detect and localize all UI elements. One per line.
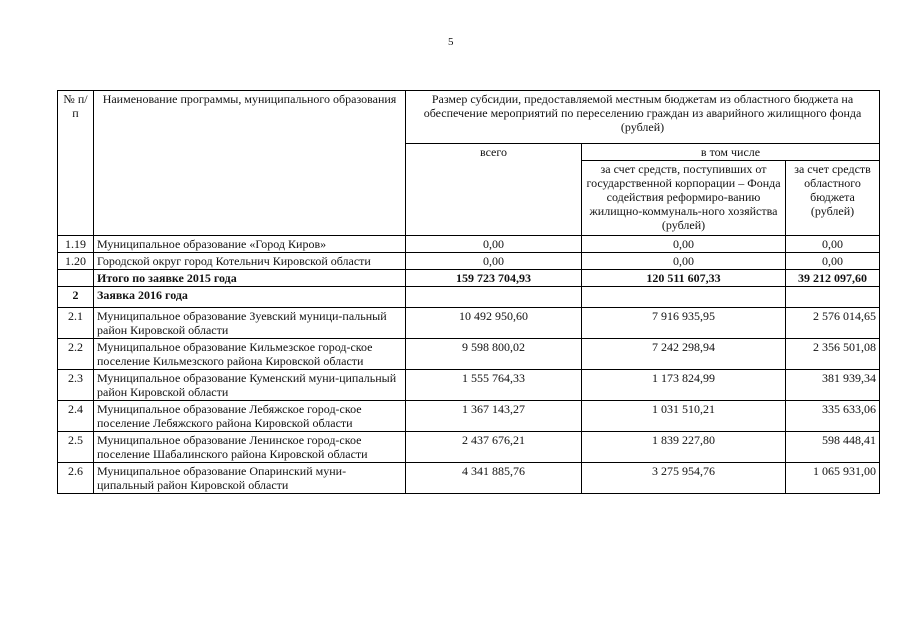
header-regional: за счет средств областного бюджета (рублей) [786, 161, 880, 236]
header-num: № п/п [58, 91, 94, 236]
row-num: 2.3 [58, 370, 94, 401]
table-row [58, 339, 880, 370]
row-total: 4 341 885,76 [406, 463, 582, 494]
header-name: Наименование программы, муниципального образования [94, 91, 406, 236]
row-num: 2.1 [58, 308, 94, 339]
row-fund: 7 916 935,95 [582, 308, 786, 339]
row-name: Муниципальное образование Зуевский муници-пальный район Кировской области [94, 308, 406, 339]
header-total: всего [406, 144, 582, 236]
header-including: в том числе [582, 144, 880, 161]
row-fund: 1 031 510,21 [582, 401, 786, 432]
table-row [58, 432, 880, 463]
row-total: 0,00 [406, 253, 582, 270]
row-name: Муниципальное образование Ленинское город-ское поселение Шабалинского района Кировской области [94, 432, 406, 463]
row-regional: 598 448,41 [786, 432, 880, 463]
section-empty-cell [786, 287, 880, 308]
page-number: 5 [448, 36, 454, 48]
section-row [58, 287, 880, 308]
header-fund: за счет средств, поступивших от государственной корпорации – Фонда содействия реформиро-ванию жилищно-коммуналь-ного хозяйства (рублей) [582, 161, 786, 236]
row-num: 1.20 [58, 253, 94, 270]
row-num: 2.6 [58, 463, 94, 494]
row-num: 2.5 [58, 432, 94, 463]
header-size: Размер субсидии, предоставляемой местным бюджетам из областного бюджета на обеспечение мероприятий по переселению граждан из аварийного жилищного фонда (рублей) [406, 91, 880, 144]
section-empty-cell [582, 287, 786, 308]
table-row [58, 370, 880, 401]
row-regional: 335 633,06 [786, 401, 880, 432]
row-total: 2 437 676,21 [406, 432, 582, 463]
row-total: 9 598 800,02 [406, 339, 582, 370]
table-row [58, 401, 880, 432]
total-fund: 120 511 607,33 [582, 270, 786, 287]
row-num: 2.4 [58, 401, 94, 432]
row-regional: 2 356 501,08 [786, 339, 880, 370]
section-num: 2 [58, 287, 94, 308]
header-row-1 [58, 91, 880, 144]
row-regional: 381 939,34 [786, 370, 880, 401]
total-num-cell [58, 270, 94, 287]
row-total: 0,00 [406, 236, 582, 253]
table-row [58, 253, 880, 270]
row-fund: 1 839 227,80 [582, 432, 786, 463]
table-row [58, 236, 880, 253]
row-fund: 0,00 [582, 253, 786, 270]
total-label: Итого по заявке 2015 года [94, 270, 406, 287]
table-row [58, 308, 880, 339]
section-label: Заявка 2016 года [94, 287, 406, 308]
row-name: Муниципальное образование Куменский муни-ципальный район Кировской области [94, 370, 406, 401]
total-2015-row [58, 270, 880, 287]
row-regional: 0,00 [786, 236, 880, 253]
row-name: Городской округ город Котельнич Кировской области [94, 253, 406, 270]
row-total: 1 555 764,33 [406, 370, 582, 401]
total-sum: 159 723 704,93 [406, 270, 582, 287]
row-fund: 0,00 [582, 236, 786, 253]
row-name: Муниципальное образование Кильмезское город-ское поселение Кильмезского района Кировской области [94, 339, 406, 370]
row-regional: 0,00 [786, 253, 880, 270]
row-fund: 3 275 954,76 [582, 463, 786, 494]
row-regional: 2 576 014,65 [786, 308, 880, 339]
row-name: Муниципальное образование Лебяжское город-ское поселение Лебяжского района Кировской области [94, 401, 406, 432]
row-num: 1.19 [58, 236, 94, 253]
row-fund: 1 173 824,99 [582, 370, 786, 401]
row-regional: 1 065 931,00 [786, 463, 880, 494]
row-num: 2.2 [58, 339, 94, 370]
row-total: 10 492 950,60 [406, 308, 582, 339]
total-regional: 39 212 097,60 [786, 270, 880, 287]
subsidy-table [57, 90, 880, 494]
row-total: 1 367 143,27 [406, 401, 582, 432]
table-row [58, 463, 880, 494]
section-empty-cell [406, 287, 582, 308]
row-fund: 7 242 298,94 [582, 339, 786, 370]
row-name: Муниципальное образование «Город Киров» [94, 236, 406, 253]
row-name: Муниципальное образование Опаринский муни-ципальный район Кировской области [94, 463, 406, 494]
